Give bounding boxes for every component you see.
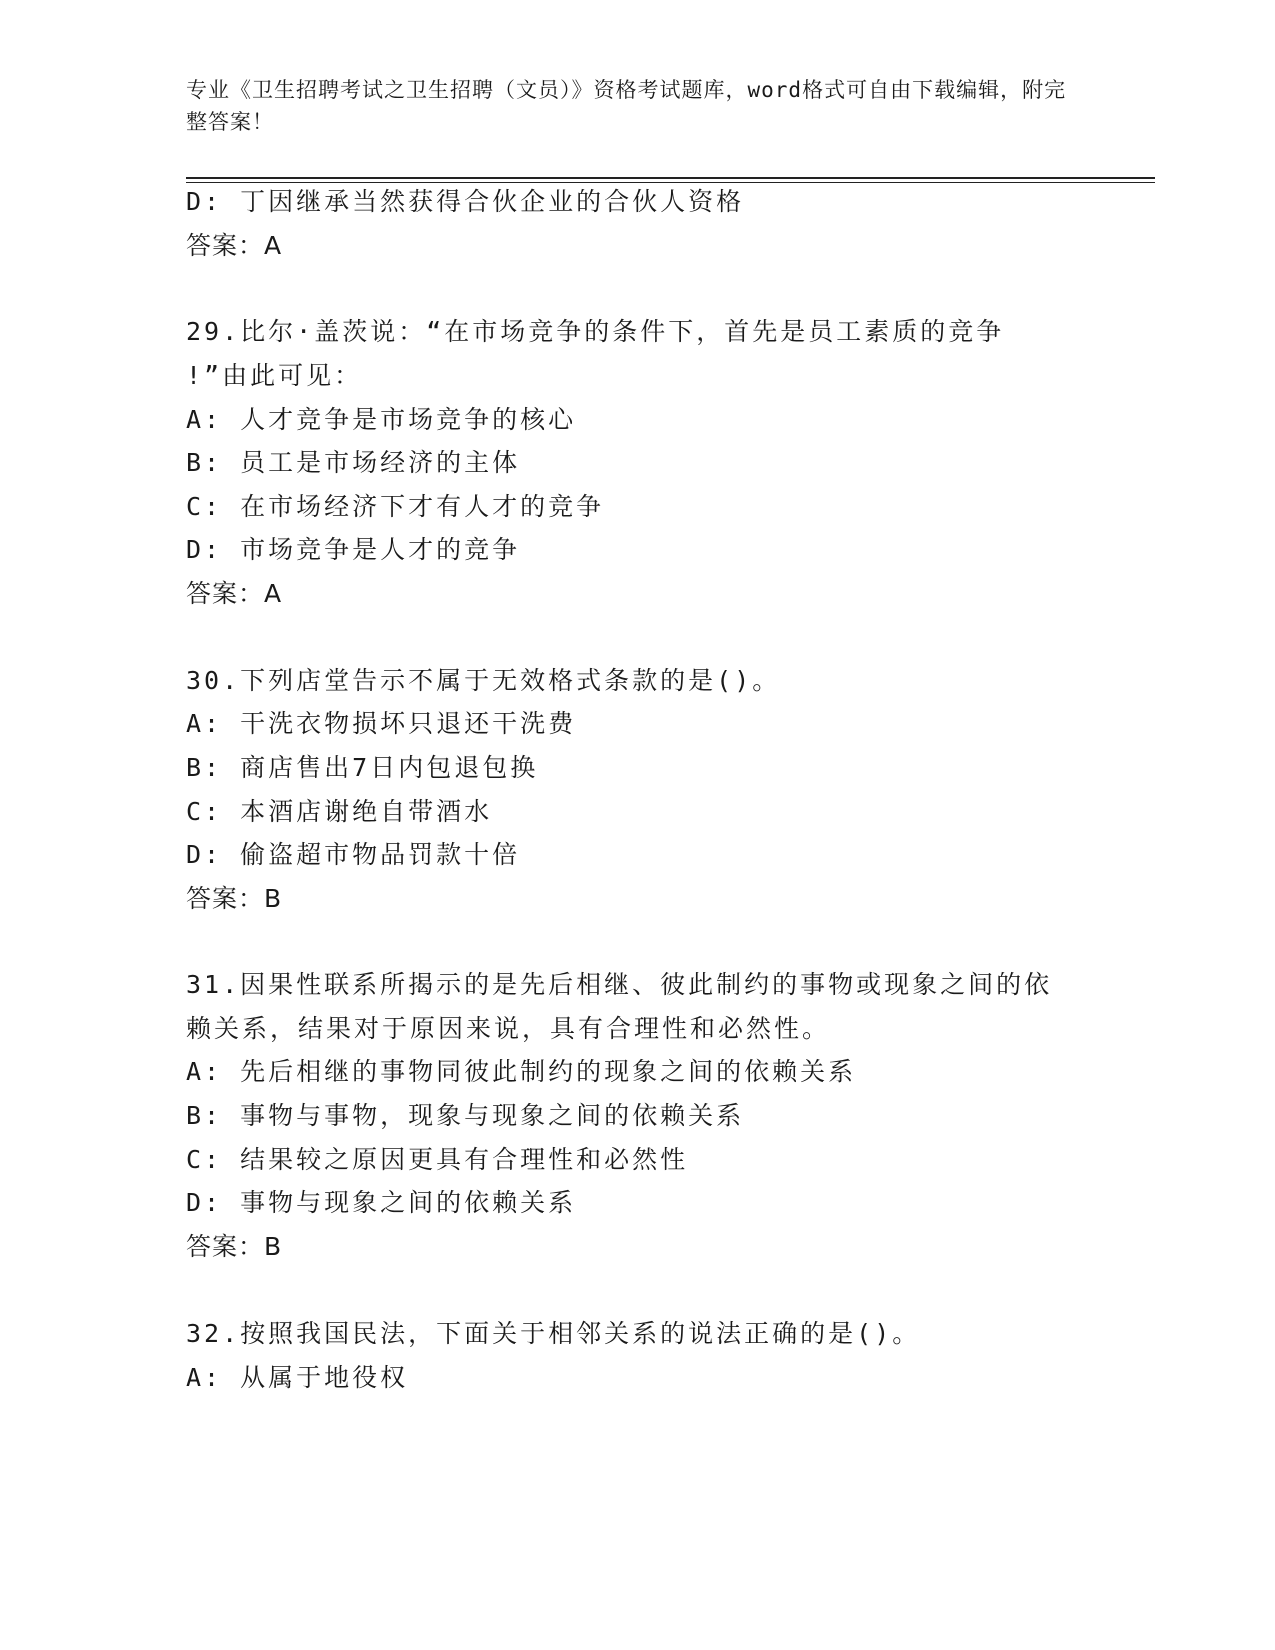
option-a: A: 从属于地役权 [186,1363,409,1392]
question-text: 32.按照我国民法，下面关于相邻关系的说法正确的是()。 [186,1319,921,1348]
option-b: B: 员工是市场经济的主体 [186,448,521,477]
option-c: C: 结果较之原因更具有合理性和必然性 [186,1145,689,1174]
question-text: 29.比尔·盖茨说：“在市场竞争的条件下，首先是员工素质的竞争 [186,317,1005,346]
question-text-continued: !”由此可见： [186,361,363,390]
answer: 答案：B [186,1232,283,1261]
option-b: B: 事物与事物，现象与现象之间的依赖关系 [186,1101,745,1130]
question-text-continued: 赖关系，结果对于原因来说，具有合理性和必然性。 [186,1014,831,1043]
option-a: A: 人才竞争是市场竞争的核心 [186,405,577,434]
option-b: B: 商店售出7日内包退包换 [186,753,539,782]
option-c: C: 在市场经济下才有人才的竞争 [186,492,605,521]
option-d: D: 偷盗超市物品罚款十倍 [186,840,521,869]
option-a: A: 干洗衣物损坏只退还干洗费 [186,709,577,738]
answer: 答案：B [186,884,283,913]
question-text: 30.下列店堂告示不属于无效格式条款的是()。 [186,666,781,695]
option-d: D: 市场竞争是人才的竞争 [186,535,521,564]
question-text: 31.因果性联系所揭示的是先后相继、彼此制约的事物或现象之间的依 [186,970,1053,999]
answer: 答案：A [186,579,283,608]
document-header: 专业《卫生招聘考试之卫生招聘（文员）》资格考试题库，word格式可自由下载编辑，附完整答案！ [186,78,1067,134]
option-d: D: 丁因继承当然获得合伙企业的合伙人资格 [186,187,745,216]
option-d: D: 事物与现象之间的依赖关系 [186,1188,577,1217]
answer: 答案：A [186,231,283,260]
header-divider [186,177,1155,179]
option-a: A: 先后相继的事物同彼此制约的现象之间的依赖关系 [186,1057,857,1086]
header-divider-thin [186,182,1155,183]
option-c: C: 本酒店谢绝自带酒水 [186,797,493,826]
